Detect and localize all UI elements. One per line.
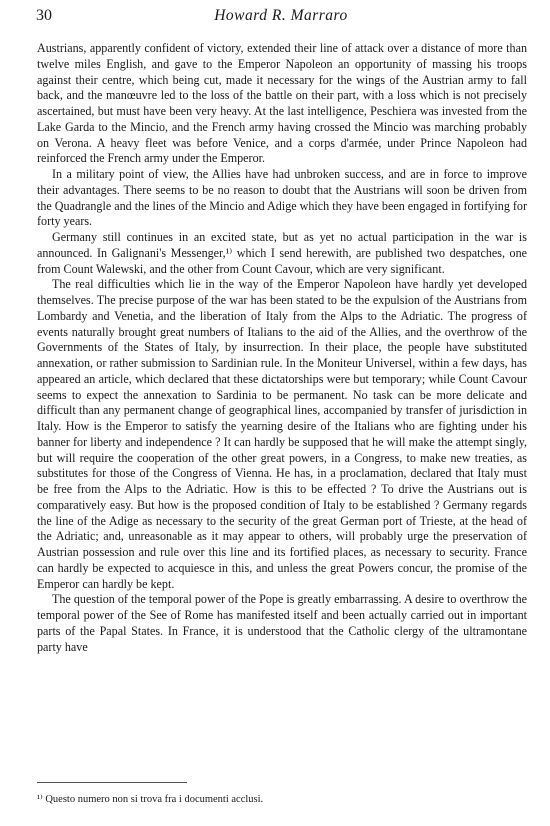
paragraph: Germany still continues in an excited state, but as yet no actual participation in the war is announced. In Galignani's Messenger,¹⁾ which I send herewith, are published two despatches, one from Count Walewski, and the other from Count Cavour, which are very significant. xyxy=(37,230,527,276)
body-text xyxy=(37,41,527,655)
paragraph: In a military point of view, the Allies have had unbroken success, and are in force to improve their advantages. There seems to be no reason to doubt that the Austrians will soon be driven from the Quadrangle and the lines of the Mincio and Adige which they have been engaged in fortifying for forty years. xyxy=(37,167,527,229)
paragraph: The question of the temporal power of the Pope is greatly embarrassing. A desire to overthrow the temporal power of the See of Rome has manifested itself and been actually carried out in important parts of the Papal States. In France, it is understood that the Catholic clergy of the ultramontane party have xyxy=(37,592,527,654)
page-number: 30 xyxy=(36,7,52,24)
footnote: ¹⁾ Questo numero non si trova fra i documenti acclusi. xyxy=(37,794,264,805)
paragraph: The real difficulties which lie in the way of the Emperor Napoleon have hardly yet developed themselves. The precise purpose of the war has been stated to be the expulsion of the Austrians from Lombardy and Venetia, and the liberation of Italy from the Alps to the Adriatic. The progress of events naturally brought great numbers of Italians to the aid of the Allies, and the overthrow of the Governments of the States of Italy, by insurrection. In their place, the people have substituted annexation, or rather submission to Sardinian rule. In the Moniteur Universel, within a few days, has appeared an article, which declared that these dictatorships were but temporary; while Count Cavour seems to expect the annexation to Sardinia to be permanent. No task can be more delicate and difficult than any permanent change of geographical lines, accompanied by transfer of jurisdiction in Italy. How is the Emperor to satisfy the yearning desire of the Italians who are fighting under his banner for liberty and independence ? It can hardly be supposed that he will make the attempt singly, but will require the cooperation of the other great powers, in a Congress, to make new treaties, as substitutes for those of the Congress of Vienna. He has, in a proclamation, declared that Italy must be free from the Alps to the Adriatic. How is this to be effected ? To drive the Austrians out is comparatively easy. But how is the proposed condition of Italy to be established ? Germany regards the line of the Adige as necessary to the security of the great German port of Trieste, at the head of the Adriatic; and, unreasonable as it may appear to others, will probably urge the preservation of Austrian possession and rule over this line and its fortified places, as necessary to security. France can hardly be expected to acquiesce in this, and unless the great Powers concur, the promise of the Emperor can hardly be kept. xyxy=(37,277,527,591)
running-header xyxy=(36,7,526,27)
running-header-author: Howard R. Marraro xyxy=(214,7,348,24)
paragraph: Austrians, apparently confident of victory, extended their line of attack over a distance of more than twelve miles English, and gave to the Emperor Napoleon an opportunity of massing his troops against their centre, which being cut, made it necessary for the wings of the Austrian army to fall back, and the manœuvre led to the loss of the battle on their part, with a loss which is not precisely ascertained, but must have been very heavy. At the last intelligence, Peschiera was invested from the Lake Garda to the Mincio, and the French army having crossed the Mincio was marching probably on Verona. A heavy fleet was before Venice, and a corps d'armée, under Prince Napoleon had reinforced the French army under the Emperor. xyxy=(37,41,527,166)
footnote-divider xyxy=(37,782,187,783)
